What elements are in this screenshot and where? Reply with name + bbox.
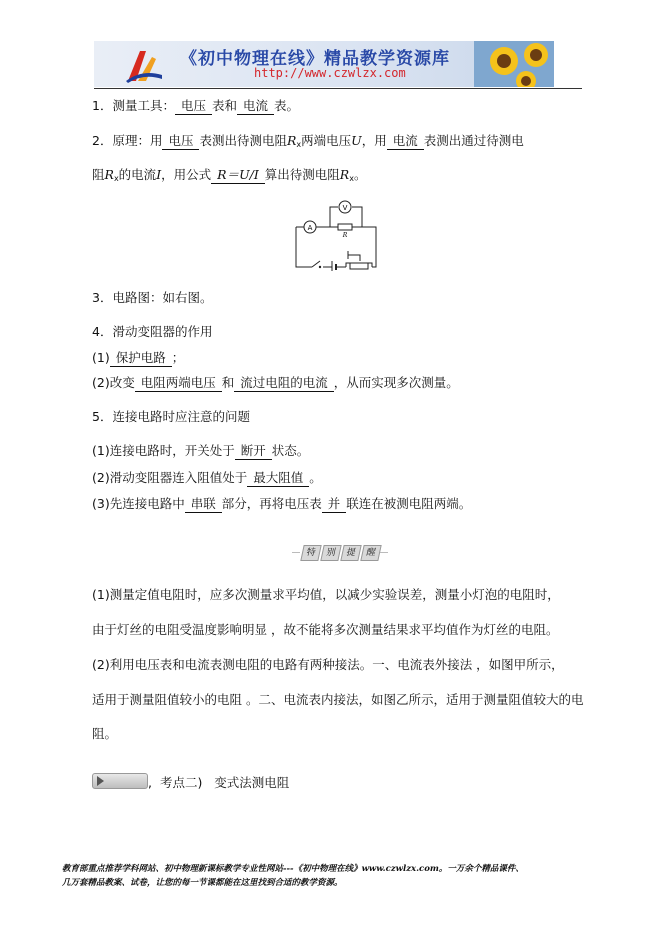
answer-ammeter: 电流 [237, 99, 274, 115]
item-2-text: 阻 [92, 167, 105, 182]
item-2-text: 两端电压 [301, 133, 352, 148]
symbol-i: I [156, 167, 162, 182]
voltmeter-label: V [342, 204, 348, 212]
item-2-text: ，用公式 [161, 167, 212, 182]
item-5-c-suffix: 联连在被测电阻两端。 [346, 496, 472, 511]
circuit-diagram [290, 195, 382, 271]
note-2-line-1: (2)利用电压表和电流表测电阻的电路有两种接法。一、电流表外接法 ，如图甲所示， [92, 657, 564, 672]
header-banner [94, 41, 554, 87]
item-5-b-suffix: 。 [309, 470, 322, 485]
answer-formula: R＝U/I [211, 168, 265, 184]
item-2-line-1 [92, 133, 524, 153]
item-2-text: 表测出待测电阻 [199, 133, 287, 148]
sunflower-icon [474, 41, 554, 87]
banner-title: 《初中物理在线》精品教学资源库 [180, 49, 450, 69]
tag-char: 别 [320, 545, 341, 561]
item-1-mid: 表和 [211, 98, 237, 113]
section-comma: , [148, 775, 152, 790]
symbol-r: R [339, 167, 350, 182]
header-rule [94, 88, 582, 89]
item-5-a-suffix: 状态。 [271, 443, 310, 458]
answer-max-resistance: 最大阻值 [247, 471, 309, 487]
note-1-line-1: (1)测量定值电阻时，应多次测量求平均值，以减少实验误差，测量小灯泡的电阻时， [92, 587, 560, 602]
item-4-a [92, 350, 184, 367]
item-1 [92, 98, 299, 115]
symbol-x-sub: x [349, 174, 354, 183]
symbol-r: R [104, 167, 114, 182]
banner-url[interactable]: http://www.czwlzx.com [254, 66, 406, 80]
item-3: 3．电路图：如右图。 [92, 290, 213, 305]
answer-voltmeter-2: 电压 [162, 134, 199, 150]
section-heading [148, 775, 289, 791]
item-2-text: 的电流 [118, 167, 157, 182]
section-title: 变式法测电阻 [214, 775, 290, 790]
play-arrow-icon [97, 776, 104, 786]
item-4-b [92, 375, 459, 392]
item-5-heading: 5．连接电路时应注意的问题 [92, 409, 250, 424]
item-4-a-prefix: (1) [92, 350, 110, 365]
special-note-tag [302, 545, 380, 561]
symbol-r: R [286, 133, 297, 148]
footer-line-1: 教育部重点推荐学科网站、初中物理新课标教学专业性网站---《初中物理在线》www.czwlzx.com。一万余个精品课件、 [62, 864, 524, 874]
ammeter-label: A [307, 224, 313, 232]
note-1-line-2: 由于灯丝的电阻受温度影响明显 ，故不能将多次测量结果求平均值作为灯丝的电阻。 [92, 622, 559, 637]
item-5-a [92, 443, 309, 460]
switch-icon [319, 266, 321, 268]
item-4-a-suffix: ； [171, 350, 185, 365]
item-4-b-prefix: (2)改变 [92, 375, 135, 390]
answer-series: 串联 [185, 497, 222, 513]
answer-protect-circuit: 保护电路 [110, 351, 172, 367]
item-2-text: 2．原理：用 [92, 133, 163, 148]
item-2-line-2 [92, 167, 366, 187]
item-5-c-mid: 部分，再将电压表 [221, 496, 322, 511]
item-2-text: 。 [353, 167, 367, 182]
section-marker [92, 773, 148, 789]
answer-open: 断开 [235, 444, 272, 460]
item-5-b [92, 470, 322, 487]
item-5-c-prefix: (3)先连接电路中 [92, 496, 185, 511]
item-5-a-prefix: (1)连接电路时，开关处于 [92, 443, 235, 458]
symbol-u: U [351, 133, 362, 148]
tag-line-left [292, 552, 300, 553]
item-4-b-mid: 和 [221, 375, 235, 390]
tag-line-right [380, 552, 388, 553]
tag-char: 提 [340, 545, 361, 561]
item-5-b-prefix: (2)滑动变阻器连入阻值处于 [92, 470, 248, 485]
resistor-label: R [342, 232, 348, 239]
item-2-text: 算出待测电阻 [264, 167, 340, 182]
item-5-c [92, 496, 471, 513]
site-logo-icon [122, 45, 166, 85]
note-2-line-2: 适用于测量阻值较小的电阻 。二、电流表内接法，如图乙所示，适用于测量阻值较大的电 [92, 692, 584, 707]
answer-voltmeter: 电压 [175, 99, 212, 115]
item-4-b-suffix: ，从而实现多次测量。 [333, 375, 459, 390]
note-2-line-3: 阻。 [92, 726, 118, 741]
section-label: 考点二) [159, 775, 203, 790]
symbol-x-sub: x [113, 174, 119, 183]
resistor-icon [338, 224, 352, 230]
answer-voltage: 电阻两端电压 [135, 376, 222, 392]
rheostat-icon [350, 263, 368, 269]
answer-current: 流过电阻的电流 [234, 376, 334, 392]
tag-char: 特 [300, 545, 321, 561]
item-1-prefix: 1．测量工具： [92, 98, 175, 113]
footer-line-2: 几万套精品教案、试卷，让您的每一节课都能在这里找到合适的教学资源。 [62, 878, 343, 888]
item-1-suffix: 表。 [274, 98, 300, 113]
item-2-text: ，用 [361, 133, 387, 148]
symbol-x-sub: x [296, 140, 302, 149]
item-4-heading: 4．滑动变阻器的作用 [92, 324, 213, 339]
item-2-text: 表测出通过待测电 [423, 133, 524, 148]
answer-parallel: 并 [322, 497, 347, 513]
tag-char: 醒 [360, 545, 381, 561]
answer-ammeter-2: 电流 [387, 134, 424, 150]
